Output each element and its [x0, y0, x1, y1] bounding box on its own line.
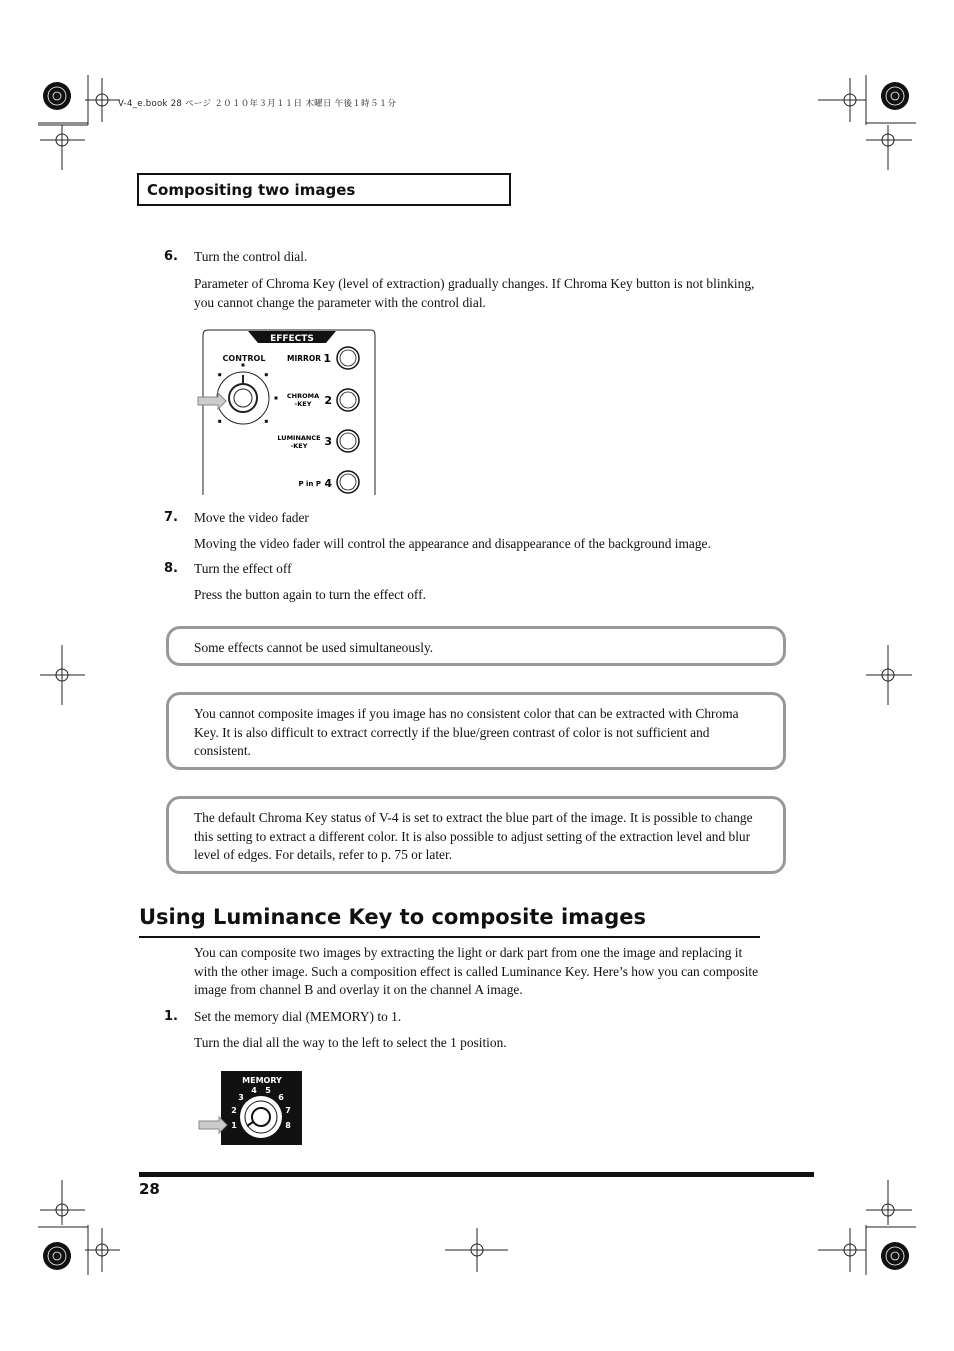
memory-pos-7: 7 — [285, 1106, 291, 1115]
note-text: The default Chroma Key status of V-4 is set to extract the blue part of the image. It is possible to change this setting to extract a different color. It is also possible to adjust setting of the extraction level and blur level of edges. For details, refer to p. 75 or later. — [194, 810, 753, 862]
effects-panel-illustration — [196, 327, 380, 497]
memory-pos-1: 1 — [231, 1121, 237, 1130]
memory-pos-6: 6 — [278, 1093, 284, 1102]
button-label-chroma: CHROMA -KEY — [286, 392, 320, 408]
section-title: Compositing two images — [147, 181, 356, 199]
step-title: Move the video fader — [194, 510, 309, 525]
print-info: V-4_e.book 28 ページ ２０１０年３月１１日 木曜日 午後１時５１分 — [118, 99, 397, 109]
section-heading: Using Luminance Key to composite images — [139, 905, 646, 929]
effects-title: EFFECTS — [270, 334, 314, 344]
step-number: 8. — [164, 561, 178, 576]
memory-pos-3: 3 — [238, 1093, 244, 1102]
step-number: 1. — [164, 1009, 178, 1024]
step-body: Parameter of Chroma Key (level of extraction) gradually changes. If Chroma Key button is not blinking, you cannot change the parameter with the control dial. — [194, 276, 755, 310]
step-body: Turn the dial all the way to the left to select the 1 position. — [194, 1035, 507, 1050]
button-number-3: 3 — [324, 435, 332, 448]
dial-tick — [218, 373, 221, 376]
dial-tick — [265, 373, 268, 376]
step-title: Turn the effect off — [194, 561, 292, 576]
dial-tick — [275, 397, 278, 400]
memory-dial — [240, 1096, 282, 1138]
step-body: Press the button again to turn the effect off. — [194, 587, 426, 602]
button-label-luminance: LUMINANCE -KEY — [277, 434, 321, 450]
button-label-pinp: P in P — [298, 480, 321, 488]
button-number-1: 1 — [323, 352, 331, 365]
step-body: Moving the video fader will control the appearance and disappearance of the background image. — [194, 536, 711, 551]
step-title: Set the memory dial (MEMORY) to 1. — [194, 1009, 402, 1024]
note-box — [166, 626, 786, 666]
dial-tick — [242, 364, 245, 367]
control-label: CONTROL — [222, 354, 266, 363]
memory-pos-8: 8 — [285, 1121, 291, 1130]
note-text: You cannot composite images if you image has no consistent color that can be extracted with Chroma Key. It is also difficult to extract correctly if the blue/green contrast of color is not sufficient and consistent. — [194, 706, 739, 758]
note-box — [166, 796, 786, 874]
memory-pos-2: 2 — [231, 1106, 237, 1115]
section-title-box — [137, 173, 511, 206]
step-number: 7. — [164, 510, 178, 525]
memory-title: MEMORY — [242, 1076, 282, 1085]
page-number: 28 — [139, 1180, 160, 1198]
button-label-mirror: MIRROR — [287, 354, 321, 363]
step-title: Turn the control dial. — [194, 249, 308, 264]
memory-pos-5: 5 — [265, 1086, 271, 1095]
button-number-2: 2 — [324, 394, 332, 407]
dial-tick — [218, 420, 221, 423]
dial-tick — [265, 420, 268, 423]
footer-rule — [139, 1172, 814, 1177]
memory-dial-illustration — [197, 1070, 305, 1148]
heading-rule — [139, 936, 760, 938]
control-dial — [217, 372, 269, 424]
intro-paragraph: You can composite two images by extracting the light or dark part from one the image and replacing it with the other image. Such a composition effect is called Luminance Key. Here’s how you can composite image from channel B and overlay it on the channel A image. — [194, 945, 759, 997]
note-box — [166, 692, 786, 770]
note-text: Some effects cannot be used simultaneously. — [194, 640, 434, 655]
memory-pos-4: 4 — [251, 1086, 257, 1095]
pointer-arrow — [198, 393, 226, 409]
step-number: 6. — [164, 249, 178, 264]
button-number-4: 4 — [324, 477, 332, 490]
